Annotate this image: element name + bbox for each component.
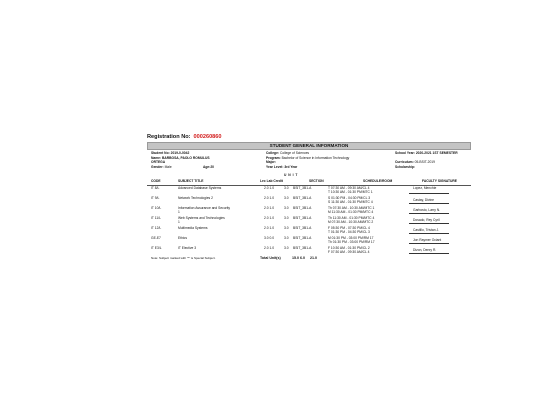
section: BSIT_3B1-A (293, 246, 312, 250)
signature-line (409, 213, 449, 214)
lec-lab-units: 2.0 1.0 (264, 186, 275, 190)
section: BSIT_3B1-A (293, 226, 312, 230)
program: Program: Bachelor of Science in Information Technology (266, 155, 350, 160)
col-units: Lec Lab Credit (260, 179, 283, 183)
units-header: U N I T (284, 173, 298, 177)
faculty-name: Castillo, Tristan J. (413, 228, 440, 232)
registration-form (147, 133, 471, 262)
total-credit: 21.0 (310, 256, 317, 260)
section-title: STUDENT GENERAL INFORMATION (147, 142, 471, 150)
total-label: Total Unit(s) (260, 256, 281, 260)
year-level: Year Level: 3rd Year (266, 164, 298, 169)
credit-units: 3.0 (284, 246, 289, 250)
lec-lab-units: 2.0 1.0 (264, 206, 275, 210)
schedule-room: F 07:30 AM - 09:30 AM/CL 4 (328, 249, 370, 254)
subject-code: IT E3/L (151, 246, 162, 250)
registration-header (147, 133, 471, 142)
curriculum: Curriculum: 05-BSIT-2019 (395, 160, 435, 164)
scholarship: Scholarship: (395, 164, 415, 169)
schedule-room: T 07:30 AM - 09:30 AM/CL 4 (328, 186, 370, 190)
lec-lab-units: 2.0 1.0 (264, 216, 275, 220)
subject-code: IT 10/L (151, 206, 162, 210)
subjects-table (147, 186, 471, 262)
section: BSIT_3B1-A (293, 186, 312, 190)
schedule-room: Th 01:30 PM - 03:00 PM/RM 17 (328, 239, 375, 244)
schedule-room: S 11:30 AM - 01:30 PM/MTC 4 (328, 199, 373, 204)
lec-lab-units: 2.0 1.0 (264, 196, 275, 200)
schedule-room: T 01:30 PM - 04:30 PM/CL 3 (328, 229, 370, 234)
faculty-name: Lopez, Menchie (413, 186, 437, 190)
registration-number: 000260860 (193, 134, 222, 140)
signature-line (409, 193, 449, 194)
faculty-name: Jon Raymer Ociant (413, 238, 442, 242)
faculty-name: Dizon, Denry R. (413, 248, 437, 252)
subject-title: Information Assurance and Security (178, 206, 231, 210)
registration-label: Registration No: (147, 134, 191, 140)
section: BSIT_3B1-A (293, 206, 312, 210)
credit-units: 3.0 (284, 206, 289, 210)
subject-title: IT Elective 3 (178, 246, 197, 250)
subject-title: Advanced Database Systems (178, 186, 222, 190)
subject-title: 1 (178, 209, 180, 214)
school-year: School Year: 2020-2021 1ST SEMESTER (395, 151, 458, 155)
schedule-room: M 01:30 PM - 03:00 PM/RM 17 (328, 236, 374, 240)
signature-line (409, 243, 449, 244)
college: College: College of Sciences (266, 151, 310, 155)
schedule-room: Th 07:30 AM - 10:30 AM/MTC 1 (328, 206, 375, 210)
section: BSIT_3B1-A (293, 236, 312, 240)
credit-units: 3.0 (284, 226, 289, 230)
credit-units: 3.0 (284, 186, 289, 190)
schedule-room: F 05:30 PM - 07:30 PM/CL 4 (328, 226, 370, 230)
schedule-room: S 01:30 PM - 04:30 PM/CL 3 (328, 196, 371, 200)
faculty-name: Dosado, Rey Cyril (413, 218, 440, 222)
col-faculty: FACULTY SIGNATURE (422, 179, 457, 183)
col-schedule: SCHEDULE/ROOM (363, 179, 393, 183)
lec-lab-units: 3.0 0.0 (264, 236, 275, 240)
subject-code: IT 8/L (151, 186, 160, 190)
signature-line (409, 223, 449, 224)
total-units: 15.0 6.0 (292, 256, 305, 260)
credit-units: 3.0 (284, 236, 289, 240)
subject-title: Multimedia Systems (178, 226, 208, 230)
subject-code: IT 9/L (151, 196, 160, 200)
subject-code: IT 11/L (151, 216, 161, 220)
signature-line (409, 253, 449, 254)
student-name-2: ORTEGA (151, 160, 166, 164)
signature-line (409, 233, 449, 234)
subject-title: Network Technologies 2 (178, 196, 213, 200)
schedule-room: M 07:30 AM - 10:30 AM/MTC 2 (328, 219, 374, 224)
subject-title: Web Systems and Technologies (178, 216, 225, 220)
subject-title: 1 (178, 219, 180, 224)
col-section: SECTION (309, 179, 324, 183)
section: BSIT_3B1-A (293, 216, 312, 220)
student-gender: Gender: Male (151, 164, 172, 169)
schedule-room: M 11:30 AM - 01:30 PM/MTC 4 (328, 209, 374, 214)
column-headers (147, 173, 471, 186)
footer-note: Note: Subject marked with "*" is Special Subject. (151, 256, 216, 260)
faculty-name: Garbosto, Larry N. (413, 208, 441, 212)
credit-units: 3.0 (284, 196, 289, 200)
credit-units: 3.0 (284, 216, 289, 220)
schedule-room: T 10:30 AM - 01:30 PM/MTC 1 (328, 189, 373, 194)
major: Major: (266, 160, 276, 164)
signature-line (409, 203, 449, 204)
section: BSIT_3B1-A (293, 196, 312, 200)
student-number: Student No: 2019-0-0042 (151, 151, 190, 155)
col-code: CODE (151, 179, 161, 183)
schedule-room: Th 11:30 AM - 01:30 PM/MTC 4 (328, 216, 375, 220)
lec-lab-units: 2.0 1.0 (264, 226, 275, 230)
schedule-room: F 10:30 AM - 01:30 PM/CL 2 (328, 246, 370, 250)
col-subject: SUBJECT TITLE (178, 179, 204, 183)
student-info (147, 150, 471, 173)
lec-lab-units: 2.0 1.0 (264, 246, 275, 250)
student-name: Name: BARBOSA, PAOLO ROMULUS (151, 155, 210, 160)
faculty-name: Castay, Divine (413, 198, 435, 202)
subject-code: IT 12/L (151, 226, 162, 230)
subject-title: Ethics (178, 236, 187, 240)
subject-code: GE-E7 (151, 236, 161, 240)
student-age: Age:20 (203, 164, 214, 169)
